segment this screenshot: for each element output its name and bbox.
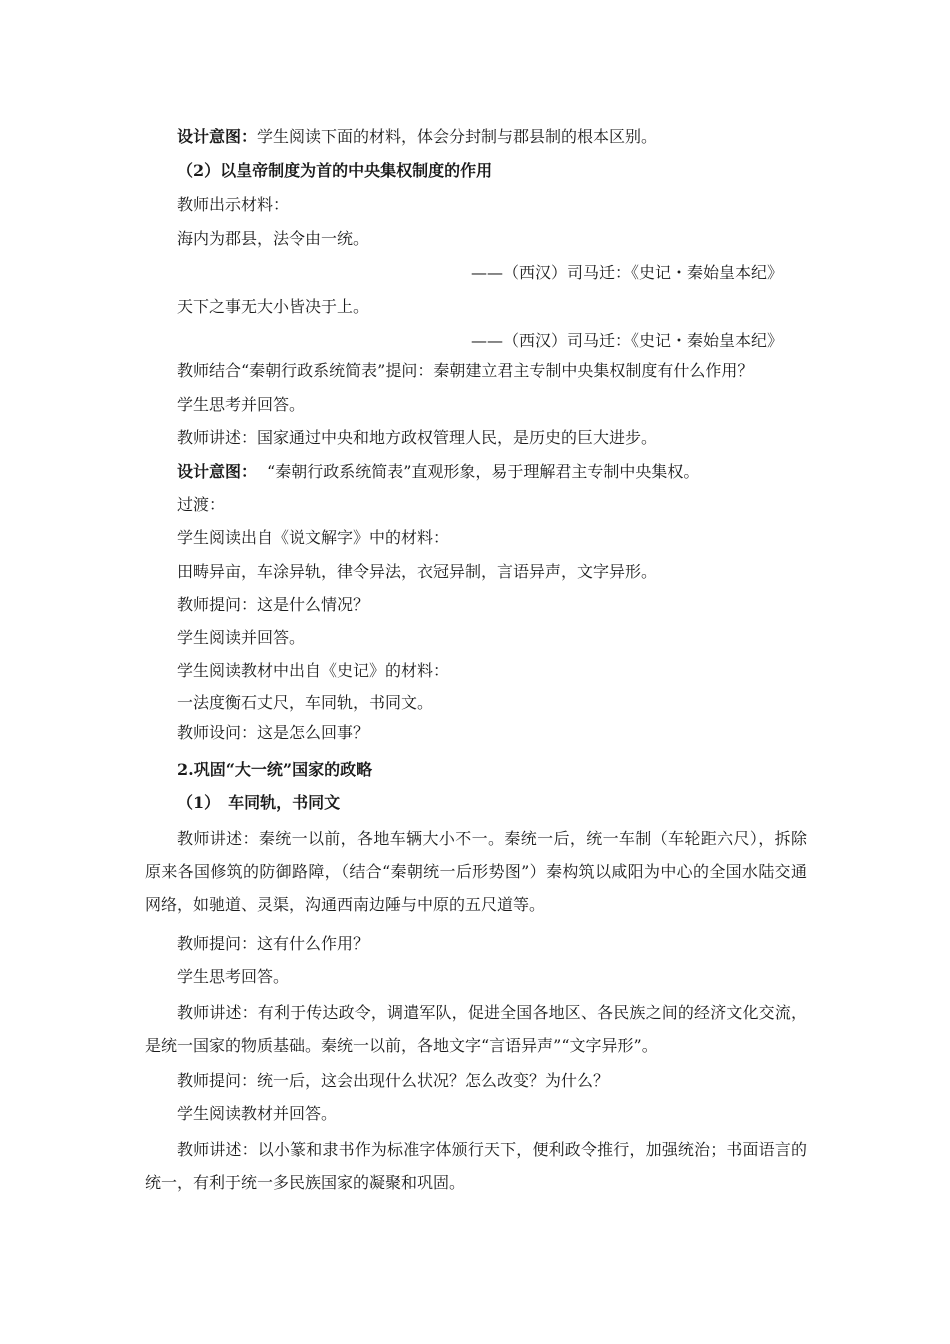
quote-line: 田畴异亩，车涂异轨，律令异法，衣冠异制，言语异声，文字异形。 [177,562,658,581]
paragraph-line: 教师提问：这是什么情况？ [177,595,370,614]
design-intent-line-1 [177,126,657,148]
section-heading-unification: 2.巩固“大一统”国家的政略 [177,760,373,779]
paragraph-line: 学生阅读教材并回答。 [177,1104,338,1123]
quote-line: 海内为郡县，法令由一统。 [177,229,370,248]
subsection-heading: （1） 车同轨，书同文 [177,793,341,812]
paragraph-line: 学生阅读出自《说文解字》中的材料： [177,528,450,547]
quote-line: 一法度衡石丈尺，车同轨，书同文。 [177,693,434,712]
paragraph-line: 教师结合“秦朝行政系统简表”提问：秦朝建立君主专制中央集权制度有什么作用？ [177,361,754,380]
quote-citation: ——（西汉）司马迁：《史记・秦始皇本纪》 [471,331,784,350]
design-intent-text: “秦朝行政系统简表”直观形象，易于理解君主专制中央集权。 [267,462,700,481]
design-intent-text: 学生阅读下面的材料，体会分封制与郡县制的根本区别。 [257,127,658,146]
paragraph-line: 教师出示材料： [177,195,290,214]
paragraph-line: 学生思考并回答。 [177,395,306,414]
paragraph-line: 教师讲述：国家通过中央和地方政权管理人民，是历史的巨大进步。 [177,428,658,447]
paragraph-line: 学生阅读并回答。 [177,628,306,647]
quote-citation: ——（西汉）司马迁：《史记・秦始皇本纪》 [471,263,784,282]
section-heading-central-power: （2）以皇帝制度为首的中央集权制度的作用 [177,161,493,180]
quote-line: 天下之事无大小皆决于上。 [177,297,370,316]
paragraph-line: 过渡： [177,495,226,514]
paragraph-line: 教师提问：统一后，这会出现什么状况？怎么改变？为什么？ [177,1071,610,1090]
design-intent-label: 设计意图： [177,462,258,481]
paragraph-block: 教师讲述：秦统一以前，各地车辆大小不一。秦统一后，统一车制（车轮距六尺），拆除原来各国修筑的防御路障，（结合“秦朝统一后形势图”）秦构筑以咸阳为中心的全国水陆交通网络，如驰道、灵渠，沟通西南边陲与中原的五尺道等。 [145,829,807,914]
paragraph-block: 教师讲述：有利于传达政令，调遣军队，促进全国各地区、各民族之间的经济文化交流，是统一国家的物质基础。秦统一以前，各地文字“言语异声”“文字异形”。 [145,1003,807,1055]
paragraph-block: 教师讲述：以小篆和隶书作为标准字体颁行天下，便利政令推行，加强统治；书面语言的统一，有利于统一多民族国家的凝聚和巩固。 [145,1140,807,1192]
paragraph-line: 学生思考回答。 [177,967,290,986]
design-intent-line-2 [177,461,699,483]
paragraph-line: 教师提问：这有什么作用？ [177,934,370,953]
paragraph-line: 教师设问：这是怎么回事？ [177,723,370,742]
design-intent-label: 设计意图： [177,127,258,146]
paragraph-line: 学生阅读教材中出自《史记》的材料： [177,661,450,680]
